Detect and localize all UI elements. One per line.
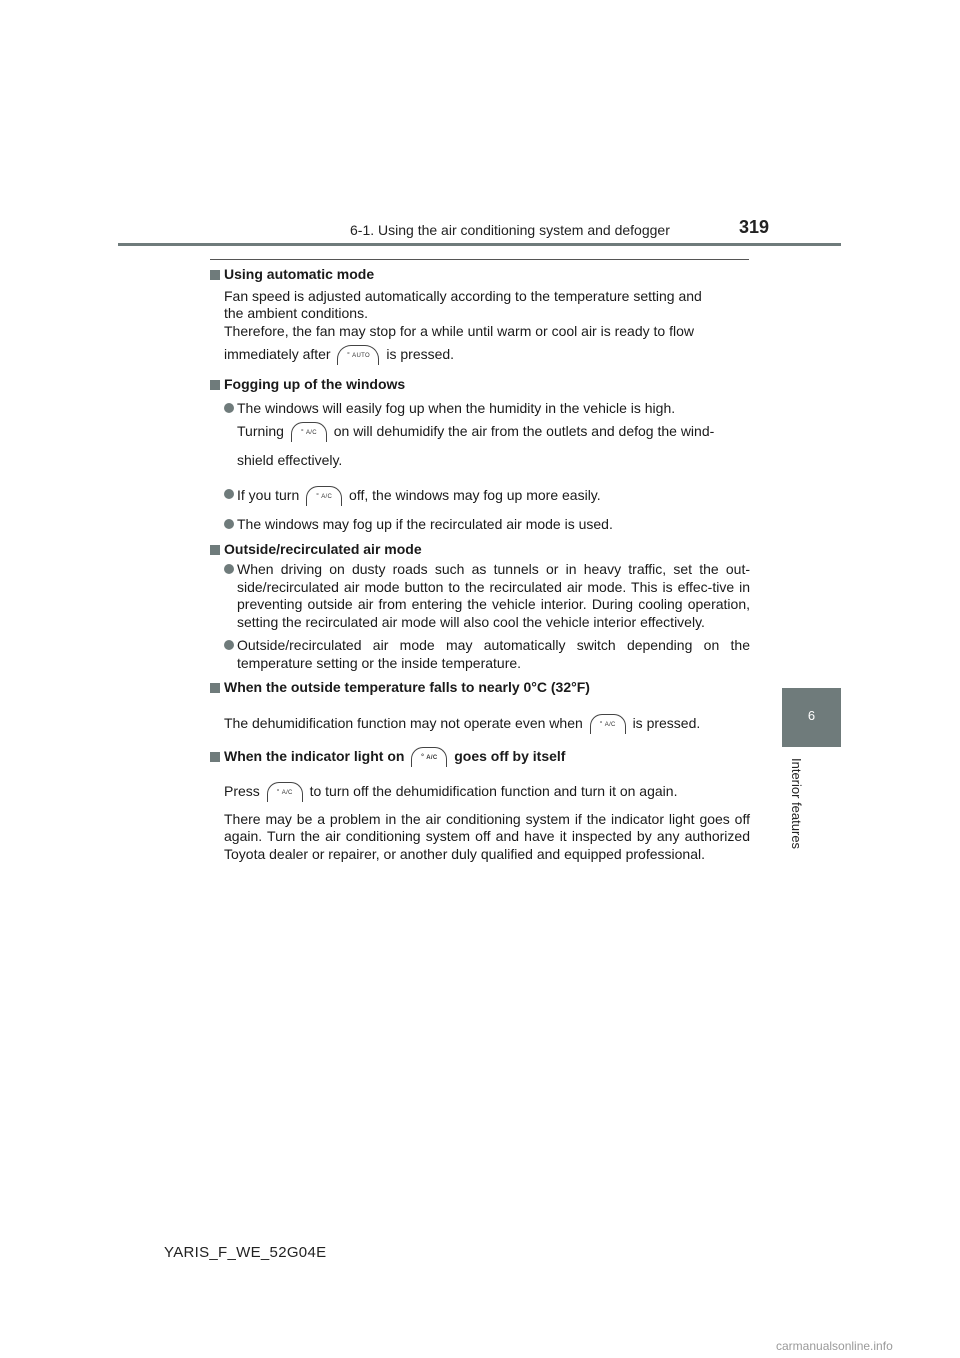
side-label-wrap — [786, 758, 806, 862]
watermark: carmanualsonline.info — [776, 1339, 893, 1353]
bullet-item — [210, 481, 750, 510]
text-line: Therefore, the fan may stop for a while until warm or cool air is ready to flow — [224, 322, 694, 339]
side-tab-number: 6 — [807, 708, 816, 723]
circle-bullet-icon — [224, 564, 234, 574]
text-line — [224, 340, 750, 369]
page-number: 319 — [739, 217, 770, 237]
square-bullet-icon — [210, 683, 220, 693]
ac-button-icon — [306, 486, 342, 506]
button-label: ° A/C — [307, 493, 341, 501]
text: on will dehumidify the air from the outlets and defog the wind- — [333, 423, 715, 439]
button-label: ° A/C — [412, 754, 446, 762]
text-line: Fan speed is adjusted automatically according to the temperature setting and — [224, 287, 702, 304]
ac-button-icon — [291, 422, 327, 442]
heading-text: Using automatic mode — [224, 266, 375, 282]
bullet-item — [210, 400, 750, 476]
text: Press — [224, 782, 260, 799]
text-line — [224, 777, 750, 806]
auto-button-icon — [337, 345, 379, 365]
bullet-item — [210, 516, 750, 534]
text: There may be a problem in the air conditioning system if the indicator light goes off again. Turn the air conditioning system off and have it inspected by any authorized Toyota dealer or repairer, or another duly qualified and equipped professional. — [224, 810, 750, 862]
text: If you turn — [237, 487, 300, 503]
bullet-item — [210, 561, 750, 631]
side-tab-label: Interior features — [789, 758, 804, 850]
paragraph — [210, 288, 750, 370]
text-line: the ambient conditions. — [224, 305, 368, 321]
paragraph — [210, 811, 750, 864]
text: immediately after — [224, 346, 331, 362]
header-title: 6-1. Using the air conditioning system and defogger — [350, 222, 670, 238]
text: to turn off the dehumidification function and turn it on again. — [309, 782, 678, 799]
page-content — [210, 266, 750, 863]
heading-text: Outside/recirculated air mode — [224, 540, 422, 557]
ac-button-icon — [411, 747, 447, 767]
paragraph — [210, 777, 750, 806]
heading-text: goes off by itself — [454, 747, 566, 764]
circle-bullet-icon — [224, 519, 234, 529]
section-heading-recirc — [210, 541, 750, 559]
text: Turning — [237, 423, 284, 439]
text: off, the windows may fog up more easily. — [349, 487, 601, 503]
button-label: ° A/C — [292, 429, 326, 437]
text: is pressed. — [632, 714, 701, 731]
text-line: shield effectively. — [237, 452, 343, 468]
text-line — [237, 481, 750, 510]
text-line — [224, 709, 750, 738]
content-rule — [210, 259, 749, 260]
square-bullet-icon — [210, 270, 220, 280]
section-heading-auto-mode — [210, 266, 750, 284]
text: is pressed. — [386, 346, 455, 362]
heading-text: When the outside temperature falls to nearly 0°C (32°F) — [224, 679, 590, 695]
side-tab — [782, 688, 841, 747]
text: Outside/recirculated air mode may automatically switch depending on the temperature setting or the inside temperature. — [237, 637, 750, 671]
button-label: ° A/C — [591, 721, 625, 729]
button-label: ° AUTO — [338, 352, 378, 360]
text: The windows may fog up if the recirculated air mode is used. — [237, 516, 613, 532]
footer-code: YARIS_F_WE_52G04E — [164, 1244, 327, 1261]
section-heading-fogging — [210, 376, 750, 394]
section-heading-cold — [210, 679, 750, 697]
text-line: The windows will easily fog up when the humidity in the vehicle is high. — [237, 399, 676, 416]
heading-text: When the indicator light on — [224, 747, 405, 764]
text: The dehumidification function may not operate even when — [224, 714, 583, 731]
button-label: ° A/C — [268, 789, 302, 797]
circle-bullet-icon — [224, 489, 234, 499]
paragraph — [210, 709, 750, 738]
square-bullet-icon — [210, 380, 220, 390]
header-rule — [118, 243, 841, 246]
text-line — [237, 417, 750, 446]
ac-button-icon — [267, 782, 303, 802]
square-bullet-icon — [210, 752, 220, 762]
section-heading-indicator — [210, 742, 750, 771]
ac-button-icon — [590, 714, 626, 734]
square-bullet-icon — [210, 545, 220, 555]
circle-bullet-icon — [224, 640, 234, 650]
text: When driving on dusty roads such as tunnels or in heavy traffic, set the out-side/recirculated air mode button to the recirculated air mode. This is effec-tive in preventing outside air from entering the vehicle interior. During cooling operation, setting the recirculated air mode will also cool the vehicle interior effectively. — [237, 561, 750, 630]
bullet-item — [210, 637, 750, 672]
heading-text: Fogging up of the windows — [224, 376, 406, 392]
circle-bullet-icon — [224, 403, 234, 413]
